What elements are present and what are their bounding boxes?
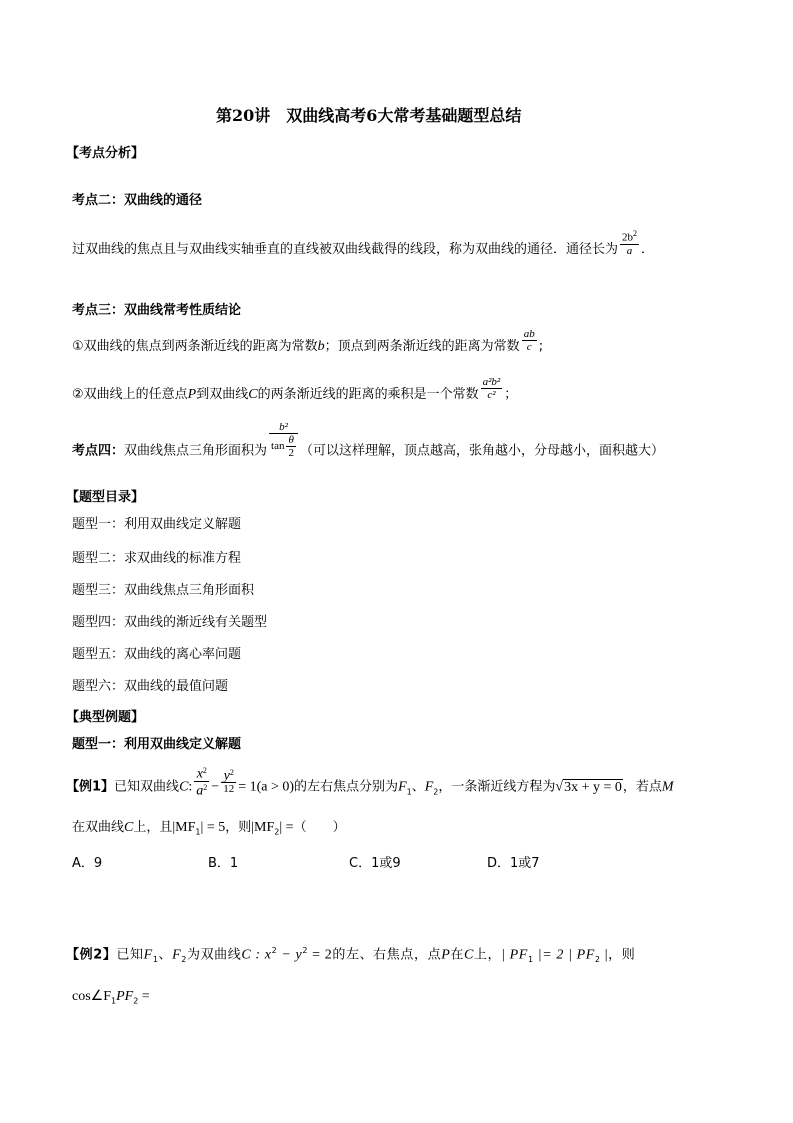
kp3-item2: ②双曲线上的任意点P到双曲线C的两条渐近线的距离的乘积是一个常数 $\frac{\text{a²b²}}{\text{c²}}$ ；: [72, 376, 518, 402]
example1-label: 【例1】: [66, 779, 115, 795]
section-analysis: 【考点分析】: [66, 146, 145, 161]
kp4-line: 考点四：双曲线焦点三角形面积为 b² tan $\frac{\theta}{2}$ （可以这样理解，顶点越高，张角越小，分母越小，面积越大）: [72, 421, 664, 459]
example1-choice-c: C．1或9: [349, 856, 401, 871]
catalog-item: 题型六：双曲线的最值问题: [72, 679, 229, 694]
catalog-item: 题型二：求双曲线的标准方程: [72, 551, 242, 566]
kp3-item1: ①双曲线的焦点到两条渐近线的距离为常数b；顶点到两条渐近线的距离为常数 $\frac{ab}{c}$ ;: [72, 328, 544, 354]
example1-line1: 【例1】已知双曲线C: $\frac{x^2}{a^2}$ − $\frac{y^2}{12}$ = 1(a > 0)的左右焦点分别为$F_1$、$F_2$，一条渐近线方程为√3x + y = 0，若点M: [66, 766, 674, 799]
page-title: 第20讲 双曲线高考6大常考基础题型总结: [216, 106, 522, 125]
section-catalog: 【题型目录】: [66, 490, 145, 505]
example1-choice-a: A．9: [72, 856, 103, 871]
example2-label: 【例2】: [66, 947, 117, 963]
kp4-fraction: b² tan $\frac{\theta}{2}$: [269, 421, 298, 459]
kp2-body: 过双曲线的焦点且与双曲线实轴垂直的直线被双曲线截得的线段，称为双曲线的通径．通径长为: [72, 242, 619, 257]
kp2-text: 过双曲线的焦点且与双曲线实轴垂直的直线被双曲线截得的线段，称为双曲线的通径．通径长为 $\frac{2b^2}{a}$ ．: [72, 229, 655, 257]
catalog-item: 题型一：利用双曲线定义解题: [72, 517, 242, 532]
kp2-fraction: $\frac{2b^2}{a}$: [622, 229, 638, 257]
example1-frac-y: $\frac{y^2}{12}$: [223, 767, 235, 796]
type1-heading: 题型一：利用双曲线定义解题: [72, 737, 242, 752]
catalog-item: 题型四：双曲线的渐近线有关题型: [72, 615, 268, 630]
example1-frac-x: $\frac{x^2}{a^2}$: [196, 766, 208, 799]
kp3-frac-a2b2-c2: $\frac{\text{a²b²}}{\text{c²}}$: [482, 376, 501, 401]
kp4-heading: 考点四：: [72, 443, 125, 459]
catalog-item: 题型三：双曲线焦点三角形面积: [72, 583, 255, 598]
kp3-frac-ab-c: $\frac{ab}{c}$: [523, 328, 535, 353]
example1-choice-b: B．1: [208, 856, 239, 871]
example1-choice-d: D．1或7: [487, 856, 540, 871]
kp3-heading: 考点三：双曲线常考性质结论: [72, 303, 242, 318]
example2-line2: $\cos\angle F_1PF_2$ =: [72, 989, 150, 1006]
catalog-item: 题型五：双曲线的离心率问题: [72, 647, 242, 662]
section-examples: 【典型例题】: [66, 710, 145, 725]
kp2-heading: 考点二：双曲线的通径: [72, 193, 203, 208]
example2-line1: 【例2】已知$F_1$、$F_2$为双曲线C : $x^2 - y^2 = 2$的左、右焦点，点P在C上，| $PF_1$ |= 2 | $PF_2$ |，则: [66, 946, 636, 964]
example1-line2: 在双曲线C上，且$|MF_1| = 5$，则$|MF_2|$ =（ ）: [72, 820, 346, 837]
